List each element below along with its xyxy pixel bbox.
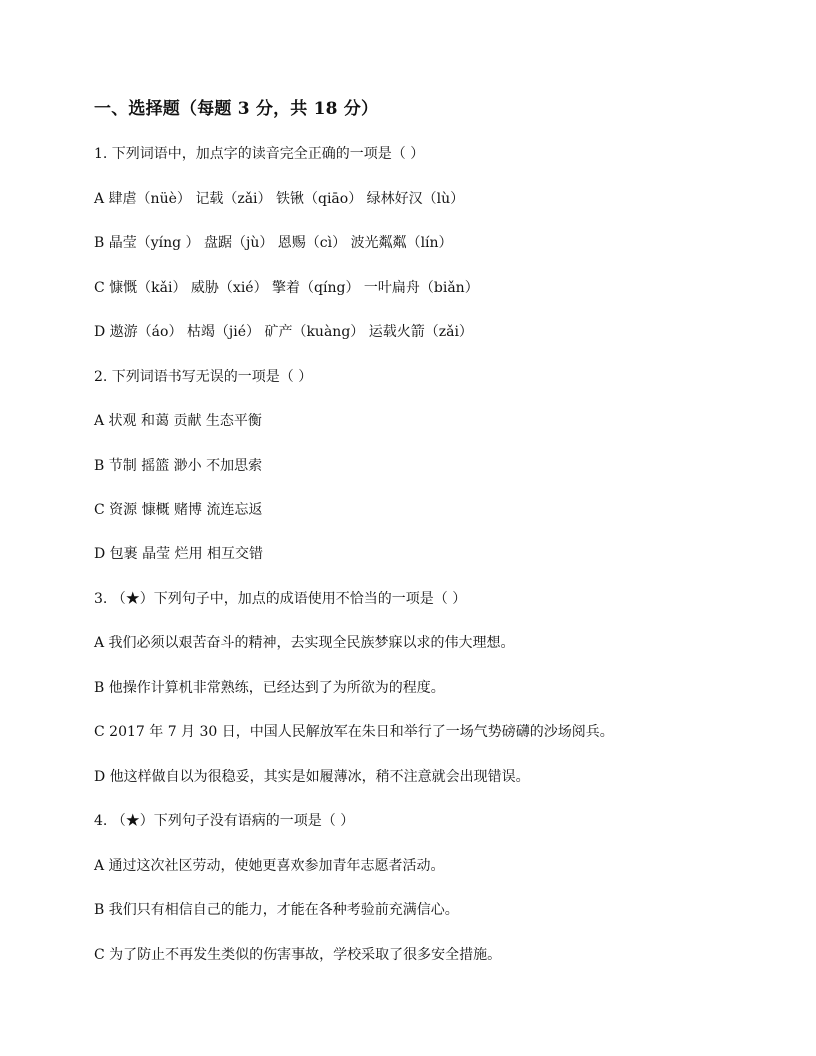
question-1-option-c: C 慷慨（kǎi） 威胁（xié） 擎着（qíng） 一叶扁舟（biǎn） <box>94 280 479 296</box>
question-4-option-b: B 我们只有相信自己的能力，才能在各种考验前充满信心。 <box>94 902 459 918</box>
question-4: 4. （★）下列句子没有语病的一项是（ ） <box>94 813 355 829</box>
question-1-option-b: B 晶莹（yíng ） 盘踞（jù） 恩赐（cì） 波光粼粼（lín） <box>94 235 453 251</box>
question-3-option-b: B 他操作计算机非常熟练，已经达到了为所欲为的程度。 <box>94 680 445 696</box>
question-2-option-a: A 状观 和蔼 贡献 生态平衡 <box>94 413 262 429</box>
question-4-option-a: A 通过这次社区劳动，使她更喜欢参加青年志愿者活动。 <box>94 858 445 874</box>
question-3-option-a: A 我们必须以艰苦奋斗的精神，去实现全民族梦寐以求的伟大理想。 <box>94 635 515 651</box>
question-2: 2. 下列词语书写无误的一项是（ ） <box>94 369 313 385</box>
question-4-option-c: C 为了防止不再发生类似的伤害事故，学校采取了很多安全措施。 <box>94 947 502 963</box>
question-1-option-d: D 遨游（áo） 枯竭（jié） 矿产（kuàng） 运载火箭（zǎi） <box>94 324 473 340</box>
question-3: 3. （★）下列句子中，加点的成语使用不恰当的一项是（ ） <box>94 591 467 607</box>
section-title: 一、选择题（每题 3 分，共 18 分） <box>94 99 379 119</box>
question-1: 1. 下列词语中，加点字的读音完全正确的一项是（ ） <box>94 146 425 162</box>
question-2-option-d: D 包裹 晶莹 烂用 相互交错 <box>94 546 264 562</box>
question-3-option-c: C 2017 年 7 月 30 日，中国人民解放军在朱日和举行了一场气势磅礴的沙场阅兵。 <box>94 724 614 740</box>
question-2-option-c: C 资源 慷概 赌博 流连忘返 <box>94 502 263 518</box>
question-1-option-a: A 肆虐（nüè） 记载（zǎi） 铁锹（qiāo） 绿林好汉（lù） <box>94 191 465 207</box>
question-2-option-b: B 节制 摇篮 渺小 不加思索 <box>94 458 263 474</box>
question-3-option-d: D 他这样做自以为很稳妥，其实是如履薄冰，稍不注意就会出现错误。 <box>94 769 530 785</box>
